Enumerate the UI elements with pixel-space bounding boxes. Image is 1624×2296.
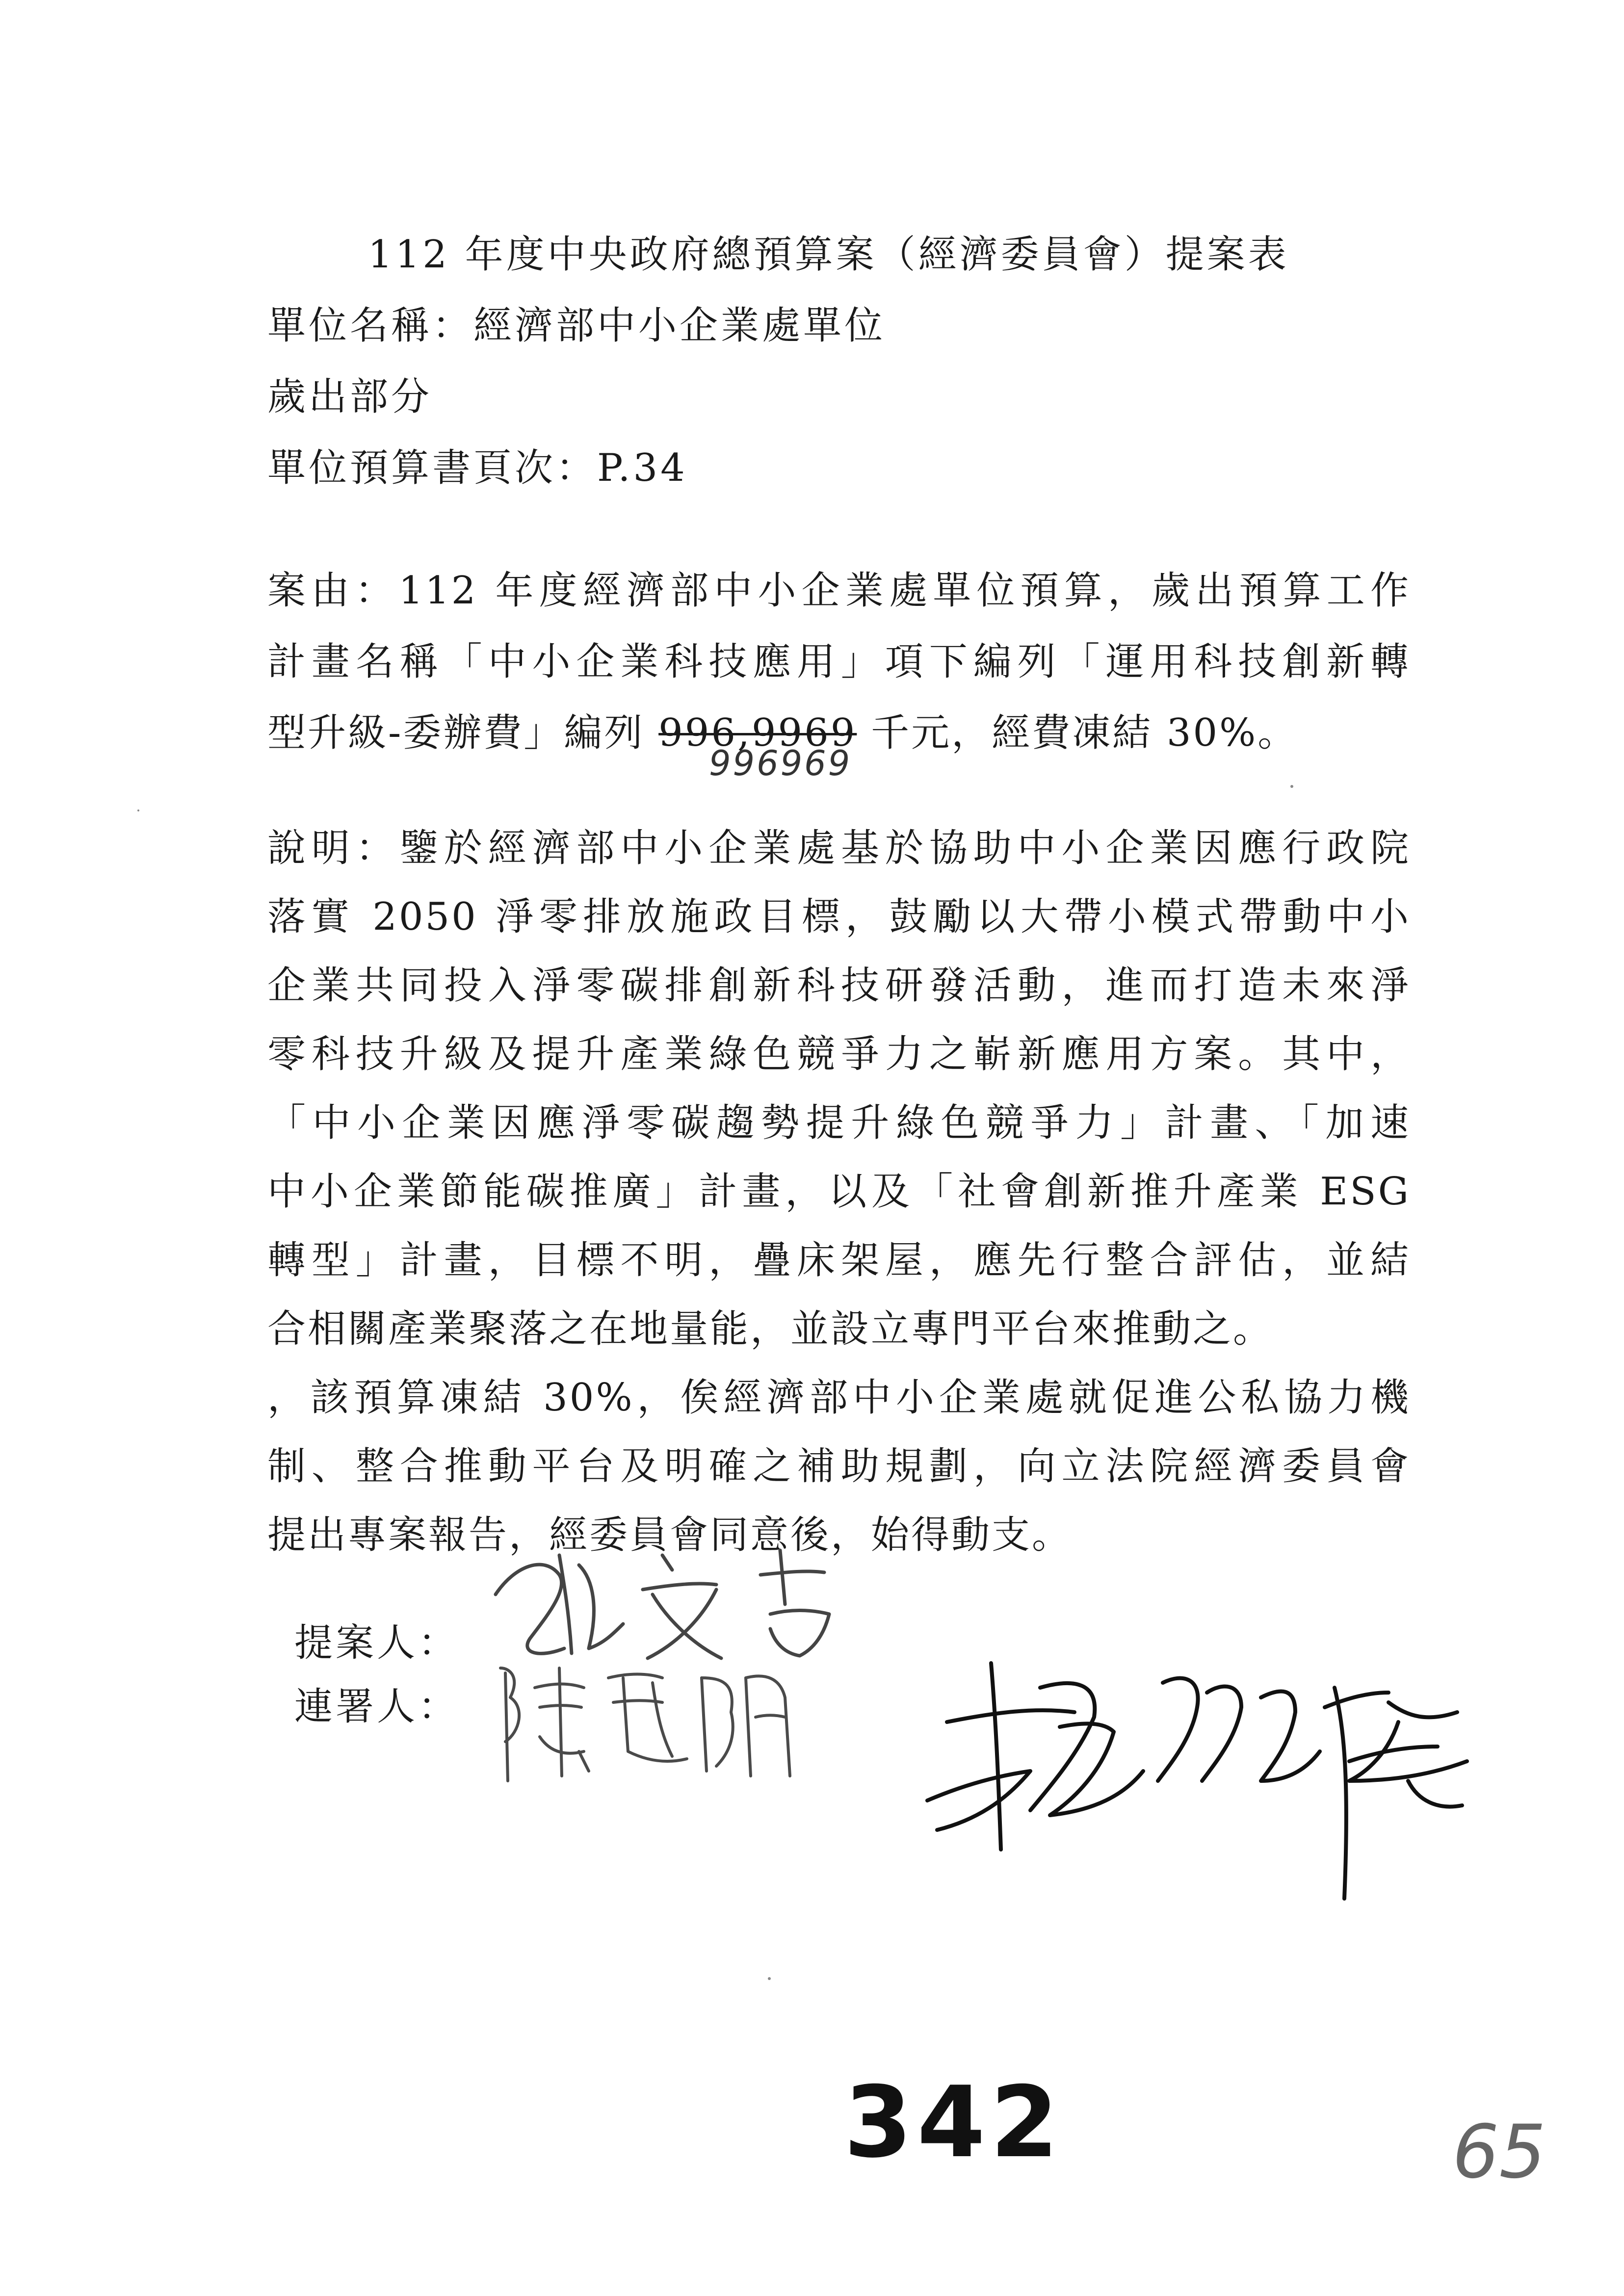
handwritten-page-number: 342 xyxy=(844,2065,1064,2180)
budget-page-ref: 單位預算書頁次：P.34 xyxy=(267,446,688,490)
document-title: 112 年度中央政府總預算案（經濟委員會）提案表 xyxy=(368,233,1289,277)
case-line-2: 計畫名稱「中小企業科技應用」項下編列「運用科技創新轉 xyxy=(267,640,1411,684)
case-line-1: 案由：112 年度經濟部中小企業處單位預算，歲出預算工作 xyxy=(267,569,1411,613)
proposer-signature xyxy=(486,1536,868,1663)
handwritten-correction: 996969 xyxy=(709,743,852,783)
unit-name: 單位名稱：經濟部中小企業處單位 xyxy=(267,304,886,348)
section-label: 歲出部分 xyxy=(267,375,433,419)
cosigner-signature-1 xyxy=(491,1658,873,1786)
explanation-line-2: 落實 2050 淨零排放施政目標，鼓勵以大帶小模式帶動中小 xyxy=(267,895,1411,939)
explanation-line-11: 提出專案報告，經委員會同意後，始得動支。 xyxy=(267,1513,1073,1557)
explanation-line-10: 制、整合推動平台及明確之補助規劃，向立法院經濟委員會 xyxy=(267,1444,1411,1488)
proposer-label: 提案人： xyxy=(294,1621,460,1665)
scan-speck xyxy=(768,1977,771,1980)
explanation-line-5: 「中小企業因應淨零碳趨勢提升綠色競爭力」計畫、「加速 xyxy=(267,1101,1411,1145)
scan-speck xyxy=(137,809,139,811)
case-line-3-post: 千元，經費凍結 30%。 xyxy=(857,711,1298,755)
struck-amount: 996,9969 xyxy=(658,711,857,755)
handwritten-sheet-number: 65 xyxy=(1452,2110,1546,2195)
explanation-line-6: 中小企業節能碳推廣」計畫，以及「社會創新推升產業 ESG xyxy=(267,1170,1411,1214)
explanation-line-1: 說明：鑒於經濟部中小企業處基於協助中小企業因應行政院 xyxy=(267,826,1411,870)
scan-speck xyxy=(1290,785,1293,788)
explanation-line-3: 企業共同投入淨零碳排創新科技研發活動，進而打造未來淨 xyxy=(267,964,1411,1008)
explanation-line-4: 零科技升級及提升產業綠色競爭力之嶄新應用方案。其中， xyxy=(267,1032,1411,1076)
cosigner-signature-2 xyxy=(917,1653,1516,1923)
explanation-line-7: 轉型」計畫，目標不明，疊床架屋，應先行整合評估，並結 xyxy=(267,1238,1411,1282)
cosigner-label: 連署人： xyxy=(294,1685,460,1729)
explanation-line-9: ，該預算凍結 30%，俟經濟部中小企業處就促進公私協力機 xyxy=(267,1376,1411,1420)
case-line-3-pre: 型升級-委辦費」編列 xyxy=(267,711,659,755)
explanation-line-8: 合相關產業聚落之在地量能，並設立專門平台來推動之。 xyxy=(267,1307,1274,1351)
